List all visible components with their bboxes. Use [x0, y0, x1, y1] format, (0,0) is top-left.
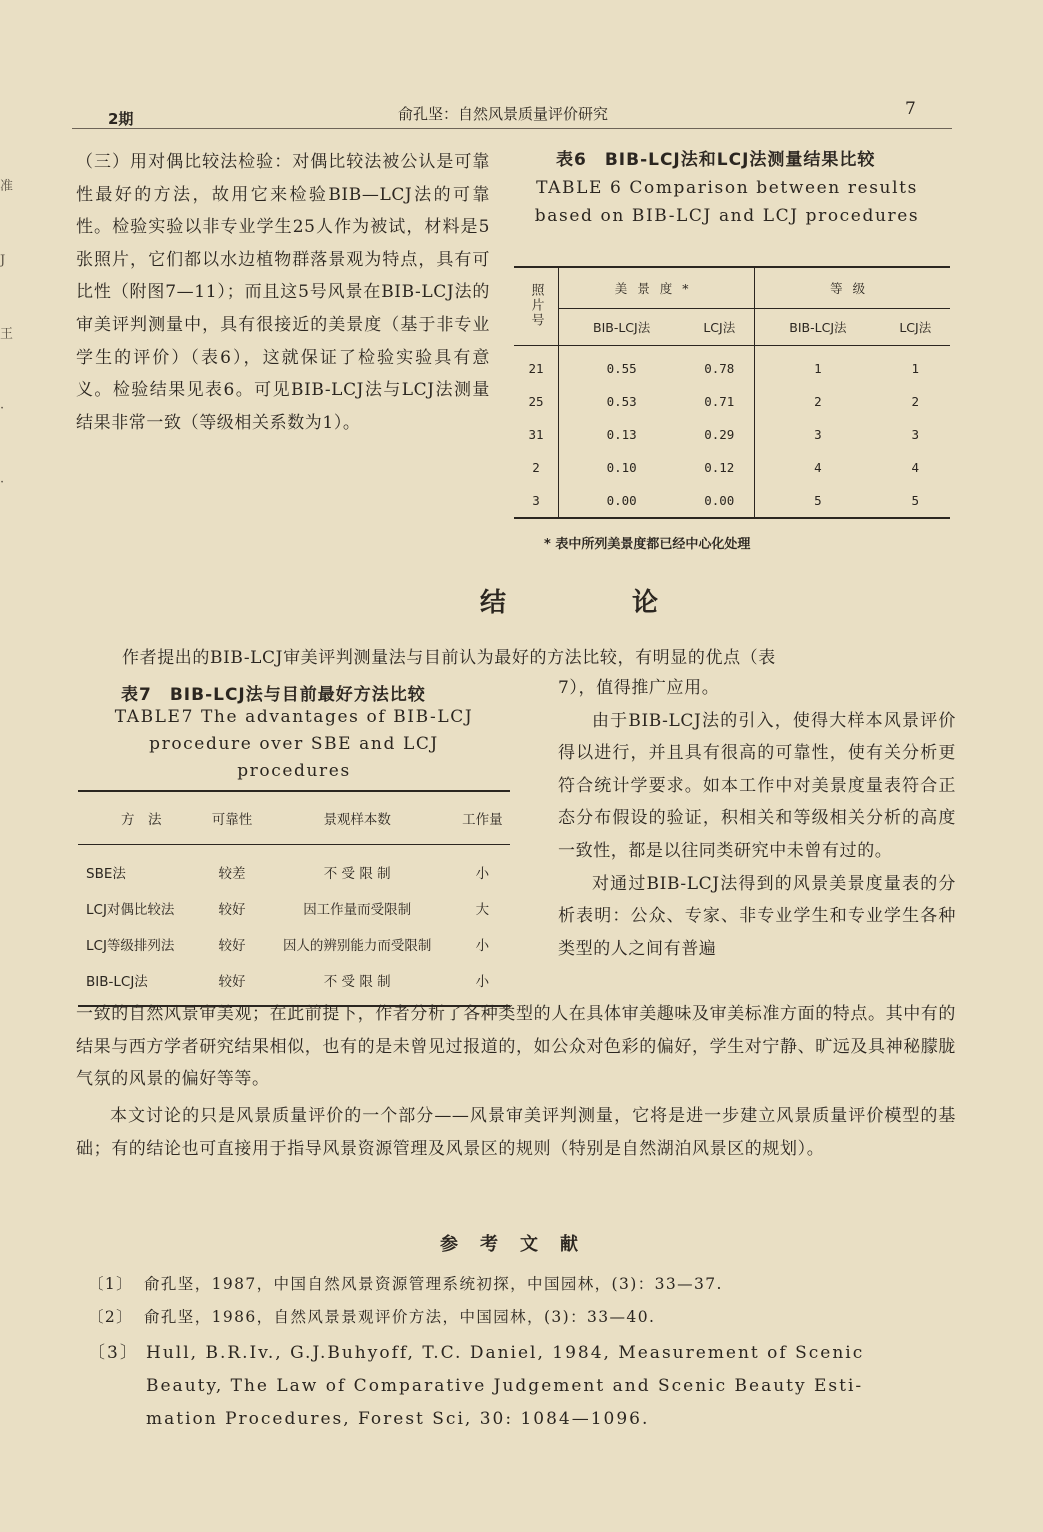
- references-title: 参考文献: [440, 1234, 600, 1255]
- table6-title: 表6 BIB-LCJ法和LCJ法测量结果比较: [556, 150, 876, 170]
- table6-beauty-header: 美景度*: [559, 267, 755, 309]
- reference-3: 〔3〕 Hull, B.R.Iv., G.J.Buhyoff, T.C. Daniel, 1984, Measurement of Scenic Beauty, The Law of Comparative Judgement and Scenic Beauty Esti- mation Procedures, Forest Sci, 30: 1084—1096.: [88, 1343, 865, 1429]
- edge-mark: ·: [0, 475, 5, 490]
- table-row: LCJ等级排列法 较好 因人的辨别能力而受限制 小: [86, 938, 490, 954]
- right-paragraph-3: 对通过BIB-LCJ法得到的风景美景度量表的分析表明：公众、专家、非专业学生和专业学生各种类型的人之间有普遍: [558, 873, 956, 959]
- table-row: 3 0.00 0.00 5 5: [514, 484, 950, 518]
- edge-mark: 准: [0, 179, 14, 194]
- edge-mark: ·: [0, 401, 5, 416]
- reference-2: 〔2〕 俞孔坚，1986，自然风景景观评价方法，中国园林，(3)：33—40.: [88, 1308, 656, 1326]
- table-row: BIB-LCJ法 较好 不 受 限 制 小: [78, 962, 510, 1006]
- table6-sub-lcj: LCJ法: [684, 309, 755, 346]
- table7-header-samples: 景观样本数: [260, 791, 455, 845]
- table7-header-workload: 工作量: [455, 791, 510, 845]
- table6: [514, 266, 950, 519]
- table-row: 31 0.13 0.29 3 3: [514, 418, 950, 451]
- table7: [78, 790, 510, 1007]
- table7-header-method: 方 法: [78, 791, 204, 845]
- full-paragraph-1: 一致的自然风景审美观；在此前提下，作者分析了各种类型的人在具体审美趣味及审美标准方面的特点。其中有的结果与西方学者研究结果相似，也有的是未曾见过报道的，如公众对色彩的偏好，学生对宁静、旷远及具神秘朦胧气氛的风景的偏好等等。: [76, 1004, 956, 1090]
- conclusion-heading: 结 论: [480, 588, 709, 618]
- table6-photo-header: 照片号: [514, 267, 559, 346]
- table7-header-reliability: 可靠性: [204, 791, 259, 845]
- left-edge-marks: [0, 150, 12, 520]
- header-rule: [72, 128, 952, 129]
- right-paragraph-1: 7），值得推广应用。: [558, 678, 720, 698]
- right-paragraph-2: 由于BIB-LCJ法的引入，使得大样本风景评价得以进行，并且具有很高的可靠性，使有关分析更符合统计学要求。如本工作中对美景度量表符合正态分布假设的验证，积相关和等级相关分析的高度一致性，都是以往同类研究中未曾有过的。: [558, 710, 956, 861]
- table-row: 21 0.55 0.78 1 1: [514, 346, 950, 386]
- table-row: 25 0.53 0.71 2 2: [514, 385, 950, 418]
- table7-english-title: TABLE7 The advantages of BIB-LCJ procedure over SBE and LCJ procedures: [114, 707, 474, 781]
- right-column: [558, 672, 956, 965]
- reference-1: 〔1〕 俞孔坚，1987，中国自然风景资源管理系统初探，中国园林，(3)：33—37.: [88, 1275, 723, 1293]
- conclusion-first-line: 作者提出的BIB-LCJ审美评判测量法与目前认为最好的方法比较，有明显的优点（表: [122, 648, 776, 668]
- issue-number: 2期: [108, 110, 134, 128]
- table-row: LCJ对偶比较法 较好 因工作量而受限制 大: [86, 902, 490, 918]
- table6-sub-bib-rank: BIB-LCJ法: [755, 309, 881, 346]
- table-row: SBE法 较差 不 受 限 制 小: [86, 866, 490, 882]
- table6-sub-bib: BIB-LCJ法: [559, 309, 685, 346]
- page-number: 7: [905, 99, 916, 119]
- left-column-paragraph: （三）用对偶比较法检验：对偶比较法被公认是可靠性最好的方法，故用它来检验BIB—LCJ法的可靠性。检验实验以非专业学生25人作为被试，材料是5张照片，它们都以水边植物群落景观为特点，具有可比性（附图7—11）；而且这5号风景在BIB-LCJ法的审美评判测量中，具有很接近的美景度（基于非专业学生的评价）（表6），这就保证了检验实验具有意义。检验结果见表6。可见BIB-LCJ法与LCJ法测量结果非常一致（等级相关系数为1）。: [76, 152, 490, 433]
- running-title: 俞孔坚：自然风景质量评价研究: [398, 105, 609, 123]
- edge-mark: J: [0, 253, 6, 268]
- table6-footnote: * 表中所列美景度都已经中心化处理: [544, 537, 751, 552]
- table6-sub-lcj-rank: LCJ法: [881, 309, 950, 346]
- table-row: 2 0.10 0.12 4 4: [514, 451, 950, 484]
- table6-english-title: TABLE 6 Comparison between results based on BIB-LCJ and LCJ procedures: [534, 178, 920, 226]
- full-paragraph-2: 本文讨论的只是风景质量评价的一个部分——风景审美评判测量，它将是进一步建立风景质量评价模型的基础；有的结论也可直接用于指导风景资源管理及风景区的规则（特别是自然湖泊风景区的规划）。: [76, 1106, 956, 1159]
- table6-rank-header: 等级: [755, 267, 950, 309]
- edge-mark: 王: [0, 327, 14, 342]
- table7-title: 表7 BIB-LCJ法与目前最好方法比较: [121, 685, 426, 705]
